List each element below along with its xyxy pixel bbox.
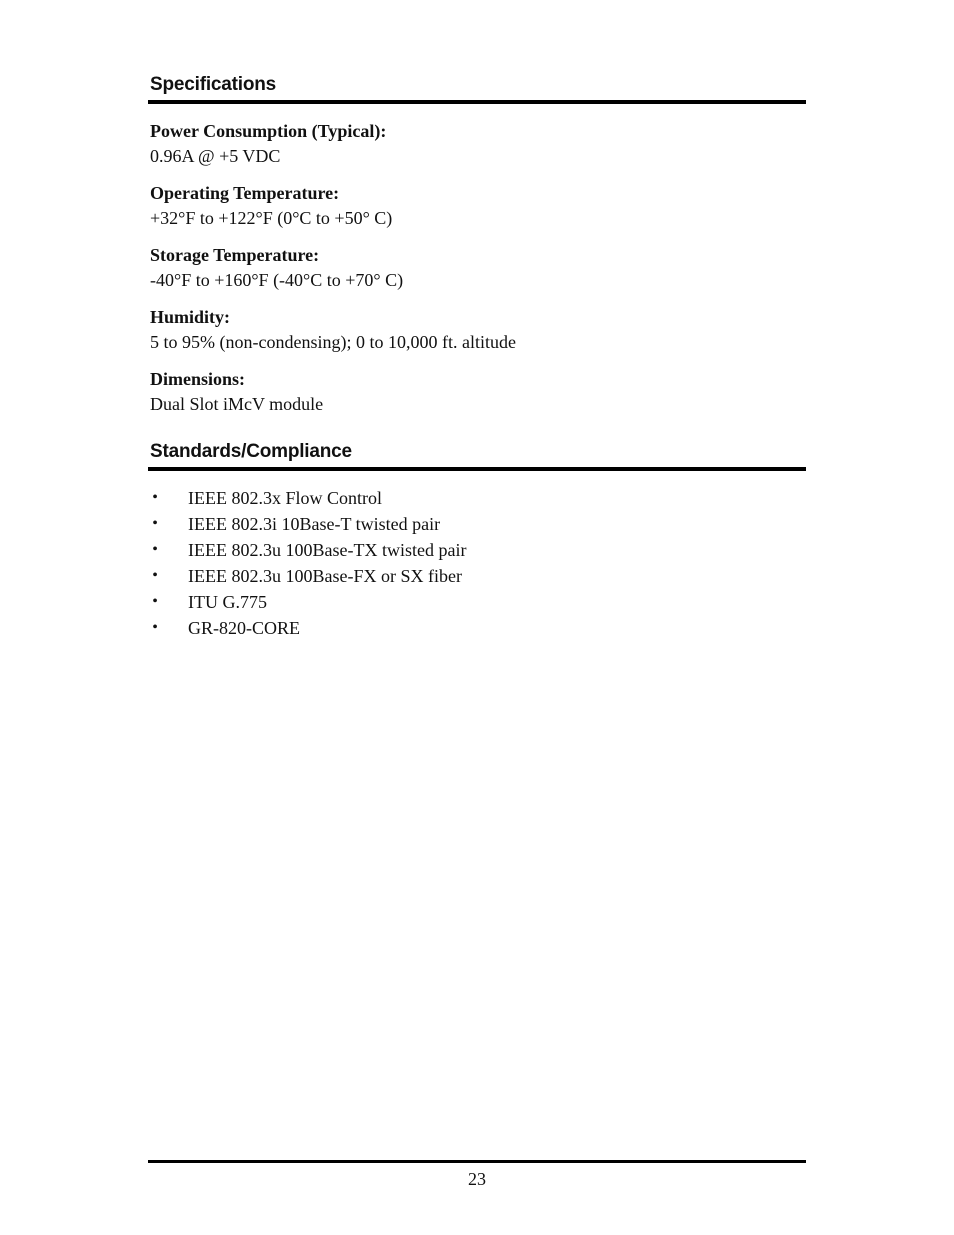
bullet-icon: •: [152, 489, 158, 506]
spec-value: Dual Slot iMcV module: [150, 394, 324, 414]
spec-value: -40°F to +160°F (-40°C to +70° C): [150, 270, 404, 290]
bullet-icon: •: [152, 567, 158, 584]
spec-humidity: [150, 306, 790, 353]
spec-label: Power Consumption (Typical):: [150, 121, 387, 141]
bullet-icon: •: [152, 619, 158, 636]
spec-operating-temperature: [150, 182, 790, 229]
list-item-text: IEEE 802.3u 100Base-TX twisted pair: [188, 540, 467, 560]
list-item-text: IEEE 802.3i 10Base-T twisted pair: [188, 514, 441, 534]
spec-value: 0.96A @ +5 VDC: [150, 146, 281, 166]
spec-label: Operating Temperature:: [150, 183, 340, 203]
standards-heading: Standards/Compliance: [150, 441, 352, 462]
list-item-text: ITU G.775: [188, 592, 267, 612]
bullet-icon: •: [152, 593, 158, 610]
footer-rule: [148, 1160, 806, 1163]
bullet-icon: •: [152, 515, 158, 532]
spec-label: Storage Temperature:: [150, 245, 320, 265]
spec-storage-temperature: [150, 244, 790, 291]
list-item-text: IEEE 802.3u 100Base-FX or SX fiber: [188, 566, 462, 586]
spec-label: Dimensions:: [150, 369, 246, 389]
list-item-text: IEEE 802.3x Flow Control: [188, 488, 382, 508]
spec-power-consumption: [150, 120, 790, 167]
bullet-icon: •: [152, 541, 158, 558]
specifications-rule: [148, 100, 806, 104]
specifications-heading: Specifications: [150, 74, 277, 95]
spec-value: +32°F to +122°F (0°C to +50° C): [150, 208, 393, 228]
list-item-text: GR-820-CORE: [188, 618, 300, 638]
spec-label: Humidity:: [150, 307, 231, 327]
standards-rule: [148, 467, 806, 471]
spec-dimensions: [150, 368, 790, 415]
page-number: 23: [468, 1169, 486, 1189]
spec-value: 5 to 95% (non-condensing); 0 to 10,000 ft. altitude: [150, 332, 516, 352]
